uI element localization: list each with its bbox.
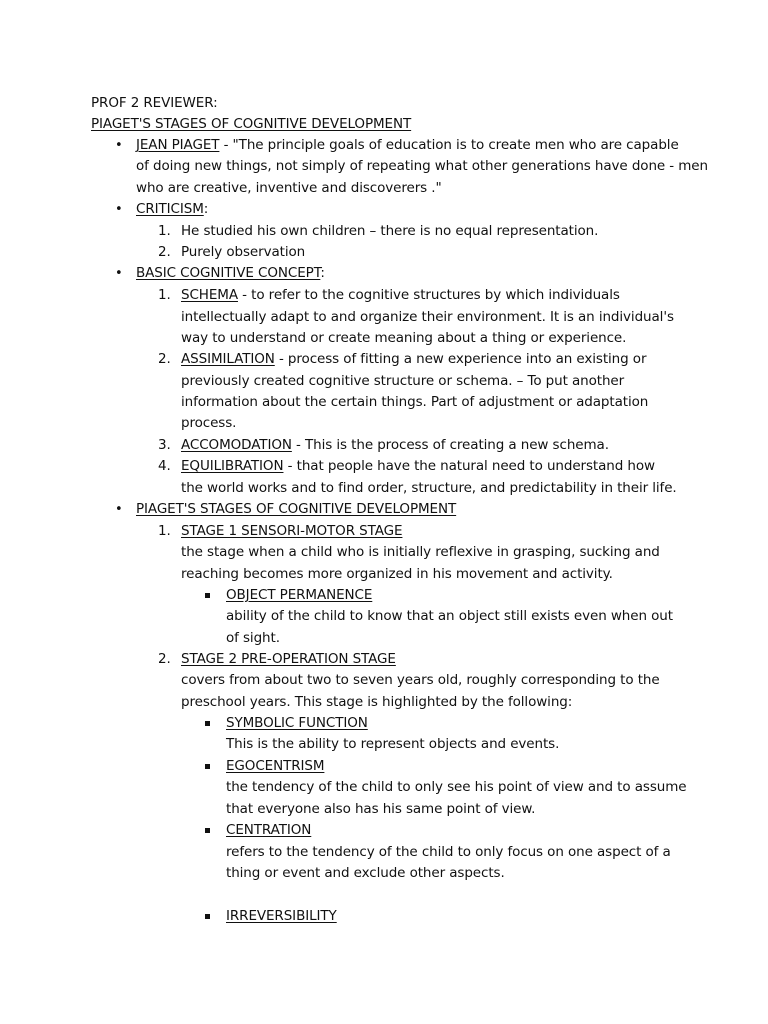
bullet-icon: • — [115, 202, 123, 217]
accomodation-term: ACCOMODATION — [181, 437, 292, 453]
schema-term: SCHEMA — [181, 287, 238, 303]
object-permanence-text-1: ability of the child to know that an object still exists even when out — [226, 608, 673, 624]
stage-1-title: STAGE 1 SENSORI-MOTOR STAGE — [181, 523, 403, 539]
criticism-item-2: Purely observation — [181, 244, 306, 260]
stage-1-text-2: reaching becomes more organized in his movement and activity. — [181, 566, 613, 582]
egocentrism-text-2: that everyone also has his same point of view. — [226, 801, 536, 817]
symbolic-function-text-1: This is the ability to represent objects and events. — [226, 736, 560, 752]
stage-2-title: STAGE 2 PRE-OPERATION STAGE — [181, 651, 396, 667]
document-title: PROF 2 REVIEWER: — [91, 95, 218, 111]
assimilation-text-4: process. — [181, 415, 237, 431]
list-number: 2. — [158, 351, 171, 367]
jean-piaget-text-1: - "The principle goals of education is to create men who are capable — [219, 137, 679, 153]
schema-text-3: way to understand or create meaning about a thing or experience. — [181, 330, 627, 346]
schema-text-1: - to refer to the cognitive structures by which individuals — [237, 287, 620, 303]
basic-concept-term: BASIC COGNITIVE CONCEPT — [136, 265, 321, 281]
stage-1-text-1: the stage when a child who is initially reflexive in grasping, sucking and — [181, 544, 660, 560]
list-number: 3. — [158, 437, 171, 453]
stage-2-text-2: preschool years. This stage is highlighted by the following: — [181, 694, 573, 710]
bullet-icon: • — [115, 138, 123, 153]
assimilation-text-1: - process of fitting a new experience into an existing or — [274, 351, 647, 367]
egocentrism-term: EGOCENTRISM — [226, 758, 325, 774]
basic-concept-suffix: : — [320, 265, 325, 281]
jean-piaget-text-2: of doing new things, not simply of repeating what other generations have done - men — [136, 158, 708, 174]
criticism-term: CRITICISM — [136, 201, 204, 217]
list-number: 1. — [158, 523, 171, 539]
egocentrism-text-1: the tendency of the child to only see his point of view and to assume — [226, 779, 687, 795]
accomodation-line-1 — [181, 435, 609, 456]
symbolic-function-term: SYMBOLIC FUNCTION — [226, 715, 368, 731]
square-bullet-icon — [205, 593, 210, 598]
object-permanence-text-2: of sight. — [226, 630, 280, 646]
list-number: 2. — [158, 651, 171, 667]
square-bullet-icon — [205, 721, 210, 726]
equilibration-text-2: the world works and to find order, structure, and predictability in their life. — [181, 480, 677, 496]
equilibration-line-1 — [181, 456, 655, 477]
jean-piaget-line-1 — [136, 135, 679, 156]
equilibration-term: EQUILIBRATION — [181, 458, 284, 474]
basic-concept-heading — [136, 263, 325, 284]
bullet-icon: • — [115, 502, 123, 517]
square-bullet-icon — [205, 828, 210, 833]
assimilation-term: ASSIMILATION — [181, 351, 275, 367]
schema-text-2: intellectually adapt to and organize their environment. It is an individual's — [181, 309, 674, 325]
jean-piaget-term: JEAN PIAGET — [136, 137, 220, 153]
object-permanence-term: OBJECT PERMANENCE — [226, 587, 373, 603]
list-number: 2. — [158, 244, 171, 260]
jean-piaget-text-3: who are creative, inventive and discoverers ." — [136, 180, 442, 196]
stage-2-text-1: covers from about two to seven years old, roughly corresponding to the — [181, 672, 660, 688]
assimilation-text-3: information about the certain things. Part of adjustment or adaptation — [181, 394, 649, 410]
assimilation-text-2: previously created cognitive structure or schema. – To put another — [181, 373, 625, 389]
list-number: 1. — [158, 287, 171, 303]
centration-term: CENTRATION — [226, 822, 312, 838]
bullet-icon: • — [115, 266, 123, 281]
list-number: 1. — [158, 223, 171, 239]
square-bullet-icon — [205, 914, 210, 919]
criticism-suffix: : — [203, 201, 209, 217]
stages-heading: PIAGET'S STAGES OF COGNITIVE DEVELOPMENT — [136, 501, 457, 517]
square-bullet-icon — [205, 764, 210, 769]
criticism-item-1: He studied his own children – there is no equal representation. — [181, 223, 599, 239]
irreversibility-term: IRREVERSIBILITY — [226, 908, 337, 924]
equilibration-text-1: - that people have the natural need to understand how — [283, 458, 655, 474]
schema-line-1 — [181, 285, 620, 306]
criticism-heading — [136, 199, 208, 220]
accomodation-text-1: - This is the process of creating a new schema. — [291, 437, 609, 453]
assimilation-line-1 — [181, 349, 646, 370]
centration-text-2: thing or event and exclude other aspects. — [226, 865, 505, 881]
list-number: 4. — [158, 458, 171, 474]
centration-text-1: refers to the tendency of the child to only focus on one aspect of a — [226, 844, 671, 860]
document-subtitle: PIAGET'S STAGES OF COGNITIVE DEVELOPMENT — [91, 116, 412, 132]
